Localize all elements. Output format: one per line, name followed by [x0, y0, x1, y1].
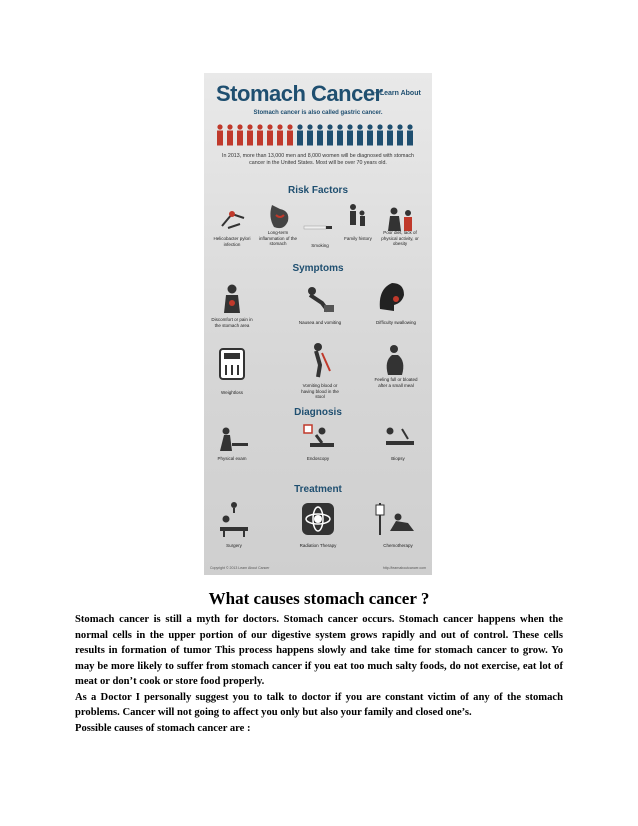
stomach-inflammation-icon — [264, 201, 292, 233]
biopsy-icon — [382, 425, 416, 453]
person-icon — [407, 124, 413, 145]
radiation-therapy-icon — [300, 501, 336, 537]
poor-diet-icon — [384, 203, 418, 233]
person-icon — [297, 124, 303, 145]
diagnosis-caption-2: Endoscopy — [306, 456, 330, 461]
person-icon — [237, 124, 243, 145]
article-paragraph-3: Possible causes of stomach cancer are : — [75, 722, 251, 734]
bacteria-icon — [218, 206, 248, 234]
people-icon-row — [216, 123, 420, 147]
stomach-cancer-infographic — [204, 73, 432, 575]
treatment-caption-3: Chemotherapy — [383, 543, 413, 548]
risk-caption-1: Helicobacter pylori infection — [213, 236, 251, 247]
person-icon — [327, 124, 333, 145]
person-icon — [357, 124, 363, 145]
person-icon — [307, 124, 313, 145]
website-footer: http://learnaboutcancer.com — [382, 566, 426, 570]
treatment-heading: Treatment — [294, 484, 342, 495]
person-icon — [367, 124, 373, 145]
nausea-icon — [304, 285, 336, 313]
article-body — [75, 612, 563, 736]
cigarette-icon — [302, 223, 336, 233]
copyright-footer: Copyright © 2013 Learn About Cancer — [210, 566, 270, 570]
treatment-caption-1: Surgery — [226, 543, 242, 548]
risk-caption-4: Family history — [344, 236, 372, 241]
person-icon — [277, 124, 283, 145]
statistic-text: In 2013, more than 13,000 men and 8,000 women will be diagnosed with stomach cancer in the United States. Most will be over 70 years old. — [222, 153, 414, 166]
chemotherapy-icon — [374, 501, 418, 537]
symptom-caption-6: Feeling full or bloated after a small meal — [374, 377, 418, 388]
surgery-icon — [216, 501, 252, 539]
physical-exam-icon — [216, 425, 250, 453]
infographic-subtitle: – Learn About — [374, 90, 421, 97]
person-icon — [317, 124, 323, 145]
person-icon — [247, 124, 253, 145]
vomiting-blood-icon — [308, 341, 336, 379]
person-icon — [397, 124, 403, 145]
diagnosis-caption-1: Physical exam — [217, 456, 247, 461]
symptom-caption-2: Nausea and vomiting — [298, 320, 342, 325]
bloated-icon — [382, 343, 408, 377]
risk-caption-3: Smoking — [311, 243, 329, 248]
symptom-caption-1: Discomfort or pain in the stomach area — [211, 317, 253, 328]
person-icon — [227, 124, 233, 145]
risk-factors-heading: Risk Factors — [287, 185, 349, 196]
stomach-pain-icon — [220, 283, 244, 315]
scale-icon — [218, 347, 246, 381]
risk-caption-5: Poor diet, lack of physical activity, or obesity — [381, 230, 419, 246]
person-icon — [387, 124, 393, 145]
symptom-caption-3: Difficulty swallowing — [376, 320, 416, 325]
infographic-banner: Stomach cancer is also called gastric cancer. — [253, 110, 383, 116]
person-icon — [217, 124, 223, 145]
person-icon — [337, 124, 343, 145]
endoscopy-icon — [302, 423, 336, 453]
infographic-title: Stomach Cancer — [216, 81, 383, 106]
diagnosis-caption-3: Biopsy — [391, 456, 405, 461]
symptom-caption-5: Vomiting blood or having blood in the stool — [301, 383, 339, 399]
person-icon — [347, 124, 353, 145]
symptoms-heading: Symptoms — [292, 263, 344, 274]
difficulty-swallowing-icon — [376, 279, 408, 313]
person-icon — [257, 124, 263, 145]
person-icon — [287, 124, 293, 145]
symptom-caption-4: Weightloss — [221, 390, 243, 395]
article-paragraph-2: As a Doctor I personally suggest you to talk to doctor if you are constant victim of any of the stomach problems. Cancer will not going to affect you only but also your family and closed one’s. — [75, 691, 563, 718]
treatment-caption-2: Radiation Therapy — [299, 543, 337, 548]
diagnosis-heading: Diagnosis — [294, 407, 342, 418]
article-heading: What causes stomach cancer ? — [208, 589, 430, 608]
person-icon — [267, 124, 273, 145]
family-icon — [344, 201, 370, 233]
article-paragraph-1: Stomach cancer is still a myth for doctors. Stomach cancer occurs. Stomach cancer happens when the normal cells in the upper portion of our digestive system grows rapidly and out of control. These cells results in formation of tumor This process happens slowly and take time for stomach cancer to grow. Yo may be more likely to suffer from stomach cancer if you eat too much salty foods, do not exercise, eat lot of meat or don’t cook or store food properly. — [75, 614, 563, 687]
risk-caption-2: Long-term inflammation of the stomach — [258, 230, 298, 246]
person-icon — [377, 124, 383, 145]
